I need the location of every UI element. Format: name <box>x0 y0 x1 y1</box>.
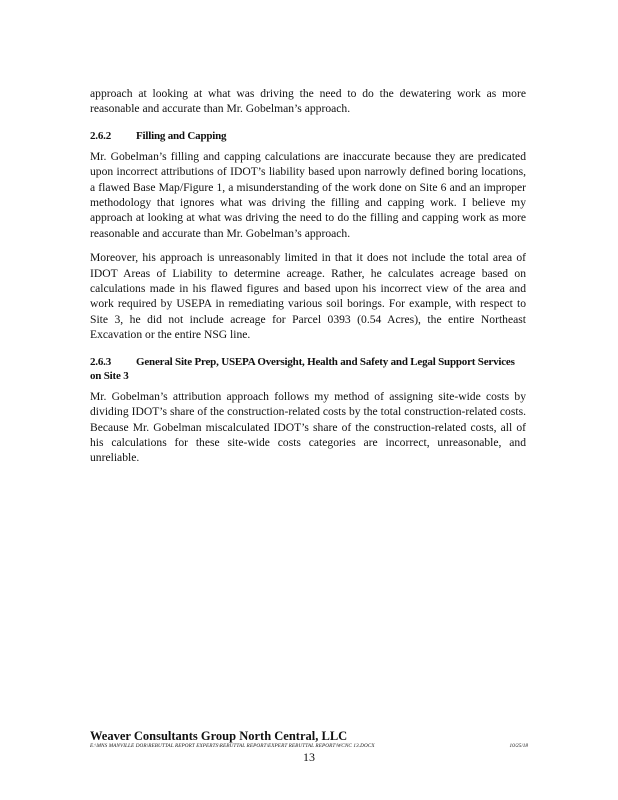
intro-paragraph: approach at looking at what was driving the need to do the dewatering work as more reasonable and accurate than Mr. Gobelman’s approach. <box>90 87 526 116</box>
file-path: E:\MNS MANVILLE DOR\REBUTTAL REPORT EXPERTS\REBUTTAL REPORT\EXPERT REBUTTAL REPORT\WCNC 13.DOCX <box>90 743 375 749</box>
footer-date: 10/25/18 <box>509 743 528 749</box>
footer-file-line <box>90 743 528 751</box>
section-number: 2.6.2 <box>90 129 112 142</box>
page-body <box>90 86 526 466</box>
section-heading-2-6-3 <box>90 355 526 383</box>
site-prep-paragraph-1: Mr. Gobelman’s attribution approach follows my method of assigning site-wide costs by dividing IDOT’s share of the construction-related costs by the total construction-related costs. Because Mr. Gobelman miscalculated IDOT’s share of the construction-related costs, all of his calculations for these site-wide costs categories are incorrect, unreasonable, and unreliable. <box>90 389 526 465</box>
company-name: Weaver Consultants Group North Central, LLC <box>90 729 348 743</box>
filling-capping-paragraph-1: Mr. Gobelman’s filling and capping calculations are inaccurate because they are predicated upon incorrect attributions of IDOT’s liability based upon narrowly defined boring locations, a flawed Base Map/Figure 1, a misunderstanding of the work done on Site 6 and an improper methodology that ignores what was driving the filling and capping work. I believe my approach at looking at what was driving the need to do the filling and capping work as more reasonable and accurate than Mr. Gobelman’s approach. <box>90 149 526 240</box>
page-footer <box>90 729 528 764</box>
section-title: Filling and Capping <box>136 129 227 142</box>
page-number: 13 <box>303 750 315 764</box>
filling-capping-paragraph-2: Moreover, his approach is unreasonably limited in that it does not include the total area of IDOT Areas of Liability to determine acreage. Rather, he calculates acreage based on calculations made in his flawed figures and based upon his incorrect view of the area and work required by USEPA in remediating various soil borings. For example, with respect to Site 3, he did not include acreage for Parcel 0393 (0.54 Acres), the entire Northeast Excavation or the entire NSG line. <box>90 251 526 342</box>
section-title: General Site Prep, USEPA Oversight, Health and Safety and Legal Support Services on Site 3 <box>90 355 515 382</box>
section-heading-2-6-2 <box>90 129 526 143</box>
section-number: 2.6.3 <box>90 355 112 368</box>
